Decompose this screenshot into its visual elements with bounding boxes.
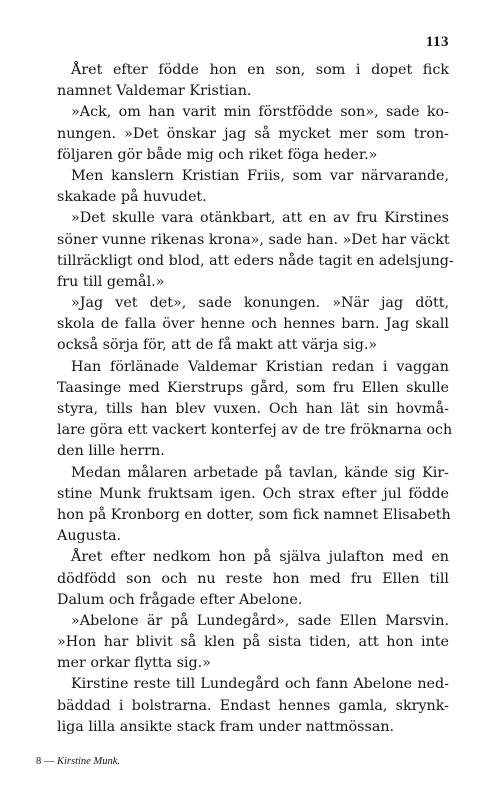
text-line: tillräckligt ond blod, att eders nåde tagit en adelsjung- [57,252,454,269]
text-line: Året efter födde hon en son, som i dopet fick [71,62,449,78]
text-line: Taasinge med Kierstrups gård, som fru Ellen skulle [57,379,449,396]
text-line: dödfödd son och nu reste hon med fru Ellen till [57,570,449,587]
text-line: »Jag vet det», sade konungen. »När jag dött, [71,295,449,312]
text-line: Kirstine reste till Lundegård och fann Abelone ned- [71,676,449,693]
text-line: den lille herrn. [57,443,165,460]
text-line: skakade på huvudet. [57,189,207,206]
text-line: »Abelone är på Lundegård», sade Ellen Marsvin. [71,612,449,629]
text-line: »Ack, om han varit min förstfödde son», sade ko- [71,104,449,121]
text-line: nungen. »Det önskar jag så mycket mer som tron- [57,125,449,142]
body-text [57,60,454,738]
footer-book-title: Kirstine Munk. [57,756,120,767]
text-line: lare göra ett vackert konterfej av de tre fröknarna och [57,422,453,439]
text-line: Året efter nedkom hon på själva julafton med en [71,549,449,566]
text-line: »Det skulle vara otänkbart, att en av fru Kirstines [71,210,449,227]
text-line: bäddad i bolstrarna. Endast hennes gamla, skrynk- [57,697,449,714]
text-line: följaren gör både mig och riket föga heder.» [57,146,378,163]
text-line: mer orkar flytta sig.» [57,655,211,672]
text-line: styra, tills han blev vuxen. Och han lät sin hovmå- [57,401,449,417]
text-line: Medan målaren arbetade på tavlan, kände sig Kir- [71,464,449,481]
text-line: stine Munk fruktsam igen. Och strax efter jul födde [57,485,449,502]
text-line: »Hon har blivit så klen på sista tiden, att hon inte [57,634,449,651]
text-line: söner vunne rikenas krona», sade han. »Det har väckt [57,231,450,248]
text-line: hon på Kronborg en dotter, som fick namnet Elisabeth [57,506,451,523]
text-line: fru till gemål.» [57,273,165,290]
text-line: Augusta. [57,528,122,545]
text-line: Han förlänade Valdemar Kristian redan i vaggan [71,358,449,375]
text-line: skola de falla över henne och hennes barn. Jag skall [57,316,449,333]
text-line: också sörja för, att de få makt att värja sig.» [57,337,378,354]
text-line: Men kanslern Kristian Friis, som var närvarande, [71,167,449,184]
text-line: Dalum och frågade efter Abelone. [57,591,303,608]
page-number: 113 [425,34,449,50]
text-line: liga lilla ansikte stack fram under nattmössan. [57,718,395,735]
text-line: namnet Valdemar Kristian. [57,83,252,100]
footer-signature: 8 — [36,756,57,767]
page-footer [36,756,120,767]
